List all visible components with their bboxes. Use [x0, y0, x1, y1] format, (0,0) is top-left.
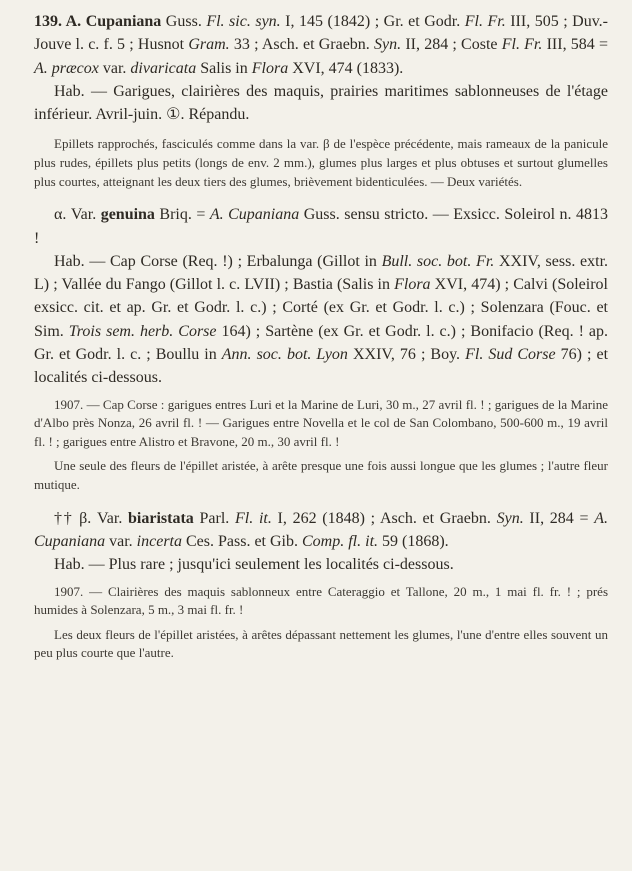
- var-beta-records: 1907. — Clairières des maquis sablonneux entre Cateraggio et Tallone, 20 m., 1 mai fl. fr. ! ; prés humides à Solenzara, 5 m., 3 mai fl. fr. !: [34, 583, 608, 618]
- species-name: 139. A. Cupaniana: [34, 13, 162, 30]
- var-beta-note: Les deux fleurs de l'épillet aristées, à arêtes dépassant nettement les glumes, l'une d'entre elles souvent un peu plus courte que l'autre.: [34, 626, 608, 661]
- species-habitat: Hab. — Garigues, clairières des maquis, prairies maritimes sablonneuses de l'étage inférieur. Avril-juin. ①. Répandu.: [34, 82, 608, 124]
- var-beta-habitat: Hab. — Plus rare ; jusqu'ici seulement les localités ci-dessous.: [54, 556, 454, 574]
- var-alpha-habitat: Hab. — Cap Corse (Req. !) ; Erbalunga (Gillot in Bull. soc. bot. Fr. XXIV, sess. extr. L) ; Vallée du Fango (Gillot l. c. LVII) ; Bastia (Salis in Flora XVI, 474) ; Calvi (Soleirol exsicc. cit. et ap. Gr. et Godr. l. c.) ; Corté (ex Gr. et Godr. l. c.) ; Solenzara (Fouc. et Sim. Trois sem. herb. Corse 164) ; Sartène (ex Gr. et Godr. l. c.) ; Bonifacio (Req. ! ap. Gr. et Godr. l. c. ; Boullu in Ann. soc. bot. Lyon XXIV, 76 ; Boy. Fl. Sud Corse 76) ; et localités ci-dessous.: [34, 252, 609, 387]
- var-alpha-name: genuina: [100, 206, 155, 224]
- var-beta-heading: †† β. Var. biaristata Parl. Fl. it. I, 262 (1848) ; Asch. et Graebn. Syn. II, 284 = A. Cupaniana var. incerta Ces. Pass. et Gib. Comp. fl. it. 59 (1868).: [34, 509, 609, 550]
- var-alpha-records: 1907. — Cap Corse : garigues entres Luri et la Marine de Luri, 30 m., 27 avril fl. ! ; garigues de la Marine d'Albo près Nonza, 26 avril fl. ! — Garigues entre Novella et le col de San Colombano, 500-600 m., 19 avril fl. ! ; garigues entre Alistro et Bravone, 20 m., 30 avril fl. !: [34, 396, 608, 449]
- var-alpha-heading: α. Var. genuina Briq. = A. Cupaniana Guss. sensu stricto. — Exsicc. Soleirol n. 4813 !: [34, 206, 609, 247]
- var-beta-name: biaristata: [128, 509, 194, 527]
- var-alpha-note: Une seule des fleurs de l'épillet aristée, à arête presque une fois aussi longue que les glumes ; l'autre fleur mutique.: [34, 458, 608, 493]
- species-description: Epillets rapprochés, fasciculés comme dans la var. β de l'espèce précédente, mais rameaux de la panicule plus rudes, épillets plus petits (longs de env. 2 mm.), glumes plus larges et plus obtuses et surtout glumelles plus courtes, atteignant les deux tiers des glumes, brièvement bidenticulées. — Deux variétés.: [34, 136, 608, 189]
- species-heading: 139. A. Cupaniana Guss. Fl. sic. syn. I, 145 (1842) ; Gr. et Godr. Fl. Fr. III, 505 ; Duv.-Jouve l. c. f. 5 ; Husnot Gram. 33 ; Asch. et Graebn. Syn. II, 284 ; Coste Fl. Fr. III, 584 = A. præcox var. divaricata Salis in Flora XVI, 474 (1833).: [34, 13, 609, 77]
